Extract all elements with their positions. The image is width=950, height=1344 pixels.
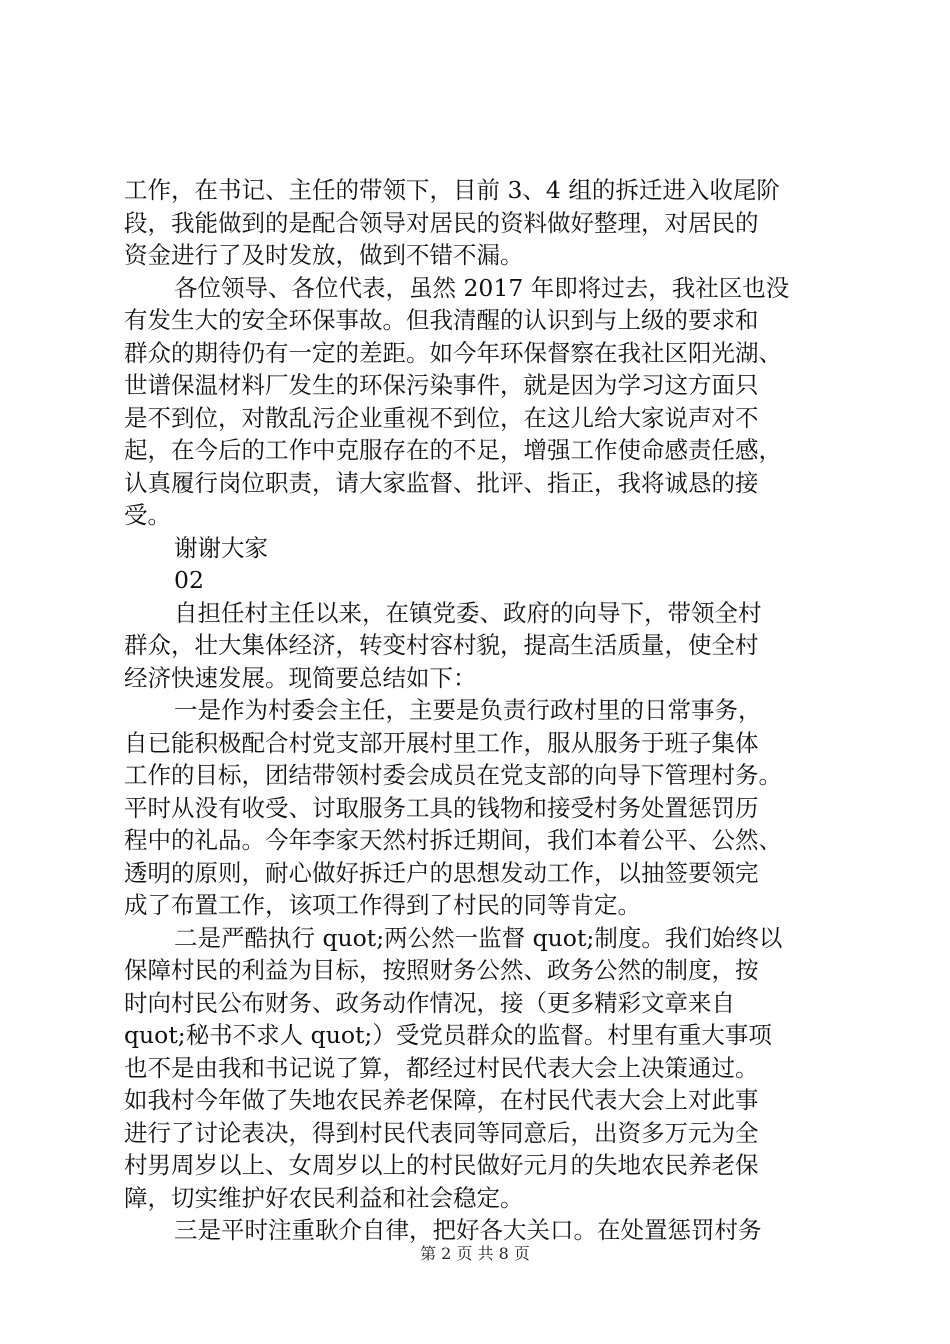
text-line: 平时从没有收受、讨取服务工具的钱物和接受村务处置惩罚历 [124, 793, 759, 822]
text-line: 时向村民公布财务、政务动作情况，接（更多精彩文章来自 [124, 988, 735, 1017]
text-line: 保障村民的利益为目标，按照财务公然、政务公然的制度，按 [124, 956, 759, 984]
text-line: 障，切实维护好农民利益和社会稳定。 [124, 1183, 524, 1212]
text-line: 工作，在书记、主任的带领下，目前 3、4 组的拆迁进入收尾阶 [124, 176, 780, 204]
text-line: 进行了讨论表决，得到村民代表同等同意后，出资多万元为全 [124, 1118, 759, 1147]
text-line: 各位领导、各位代表，虽然 2017 年即将过去，我社区也没 [174, 273, 790, 302]
text-line: 世谱保温材料厂发生的环保污染事件，就是因为学习这方面只 [124, 371, 759, 399]
text-line: 村男周岁以上、女周岁以上的村民做好元月的失地农民养老保 [124, 1151, 759, 1179]
text-line: 受。 [124, 501, 171, 529]
text-line: 段，我能做到的是配合领导对居民的资料做好整理，对居民的 [124, 208, 759, 237]
text-line: 群众，壮大集体经济，转变村容村貌，提高生活质量，使全村 [124, 631, 759, 659]
text-line: 透明的原则，耐心做好拆迁户的思想发动工作，以抽签要领完 [124, 858, 759, 887]
text-line: 是不到位，对散乱污企业重视不到位，在这儿给大家说声对不 [124, 403, 759, 432]
text-line: quot;秘书不求人 quot;）受党员群众的监督。村里有重大事项 [124, 1021, 772, 1049]
text-line: 认真履行岗位职责，请大家监督、批评、指正，我将诚恳的接 [124, 468, 759, 497]
text-line: 自已能积极配合村党支部开展村里工作，服从服务于班子集体 [124, 728, 759, 757]
text-line: 有发生大的安全环保事故。但我清醒的认识到与上级的要求和 [124, 306, 759, 334]
text-line: 群众的期待仍有一定的差距。如今年环保督察在我社区阳光湖、 [124, 338, 782, 367]
text-line: 如我村今年做了失地农民养老保障，在村民代表大会上对此事 [124, 1086, 759, 1114]
text-line: 三是平时注重耿介自律，把好各大关口。在处置惩罚村务 [174, 1216, 762, 1244]
document-body [124, 174, 836, 1247]
text-line: 资金进行了及时发放，做到不错不漏。 [124, 241, 524, 269]
text-line: 一是作为村委会主任，主要是负责行政村里的日常事务， [174, 696, 762, 724]
text-line: 起，在今后的工作中克服存在的不足，增强工作使命感责任感， [124, 436, 782, 464]
text-line: 谢谢大家 [174, 533, 268, 562]
text-line: 程中的礼品。今年李家天然村拆迁期间，我们本着公平、公然、 [124, 826, 782, 854]
text-line: 成了布置工作，该项工作得到了村民的同等肯定。 [124, 891, 641, 919]
text-line: 经济快速发展。现简要总结如下： [124, 663, 477, 692]
page-footer: 第 2 页 共 8 页 [420, 1244, 530, 1263]
text-line: 自担任村主任以来，在镇党委、政府的向导下，带领全村 [174, 598, 762, 627]
text-line: 工作的目标，团结带领村委会成员在党支部的向导下管理村务。 [124, 761, 782, 789]
text-line: 二是严酷执行 quot;两公然一监督 quot;制度。我们始终以 [174, 923, 783, 952]
text-line: 02 [174, 566, 204, 594]
text-line: 也不是由我和书记说了算，都经过村民代表大会上决策通过。 [124, 1053, 759, 1082]
